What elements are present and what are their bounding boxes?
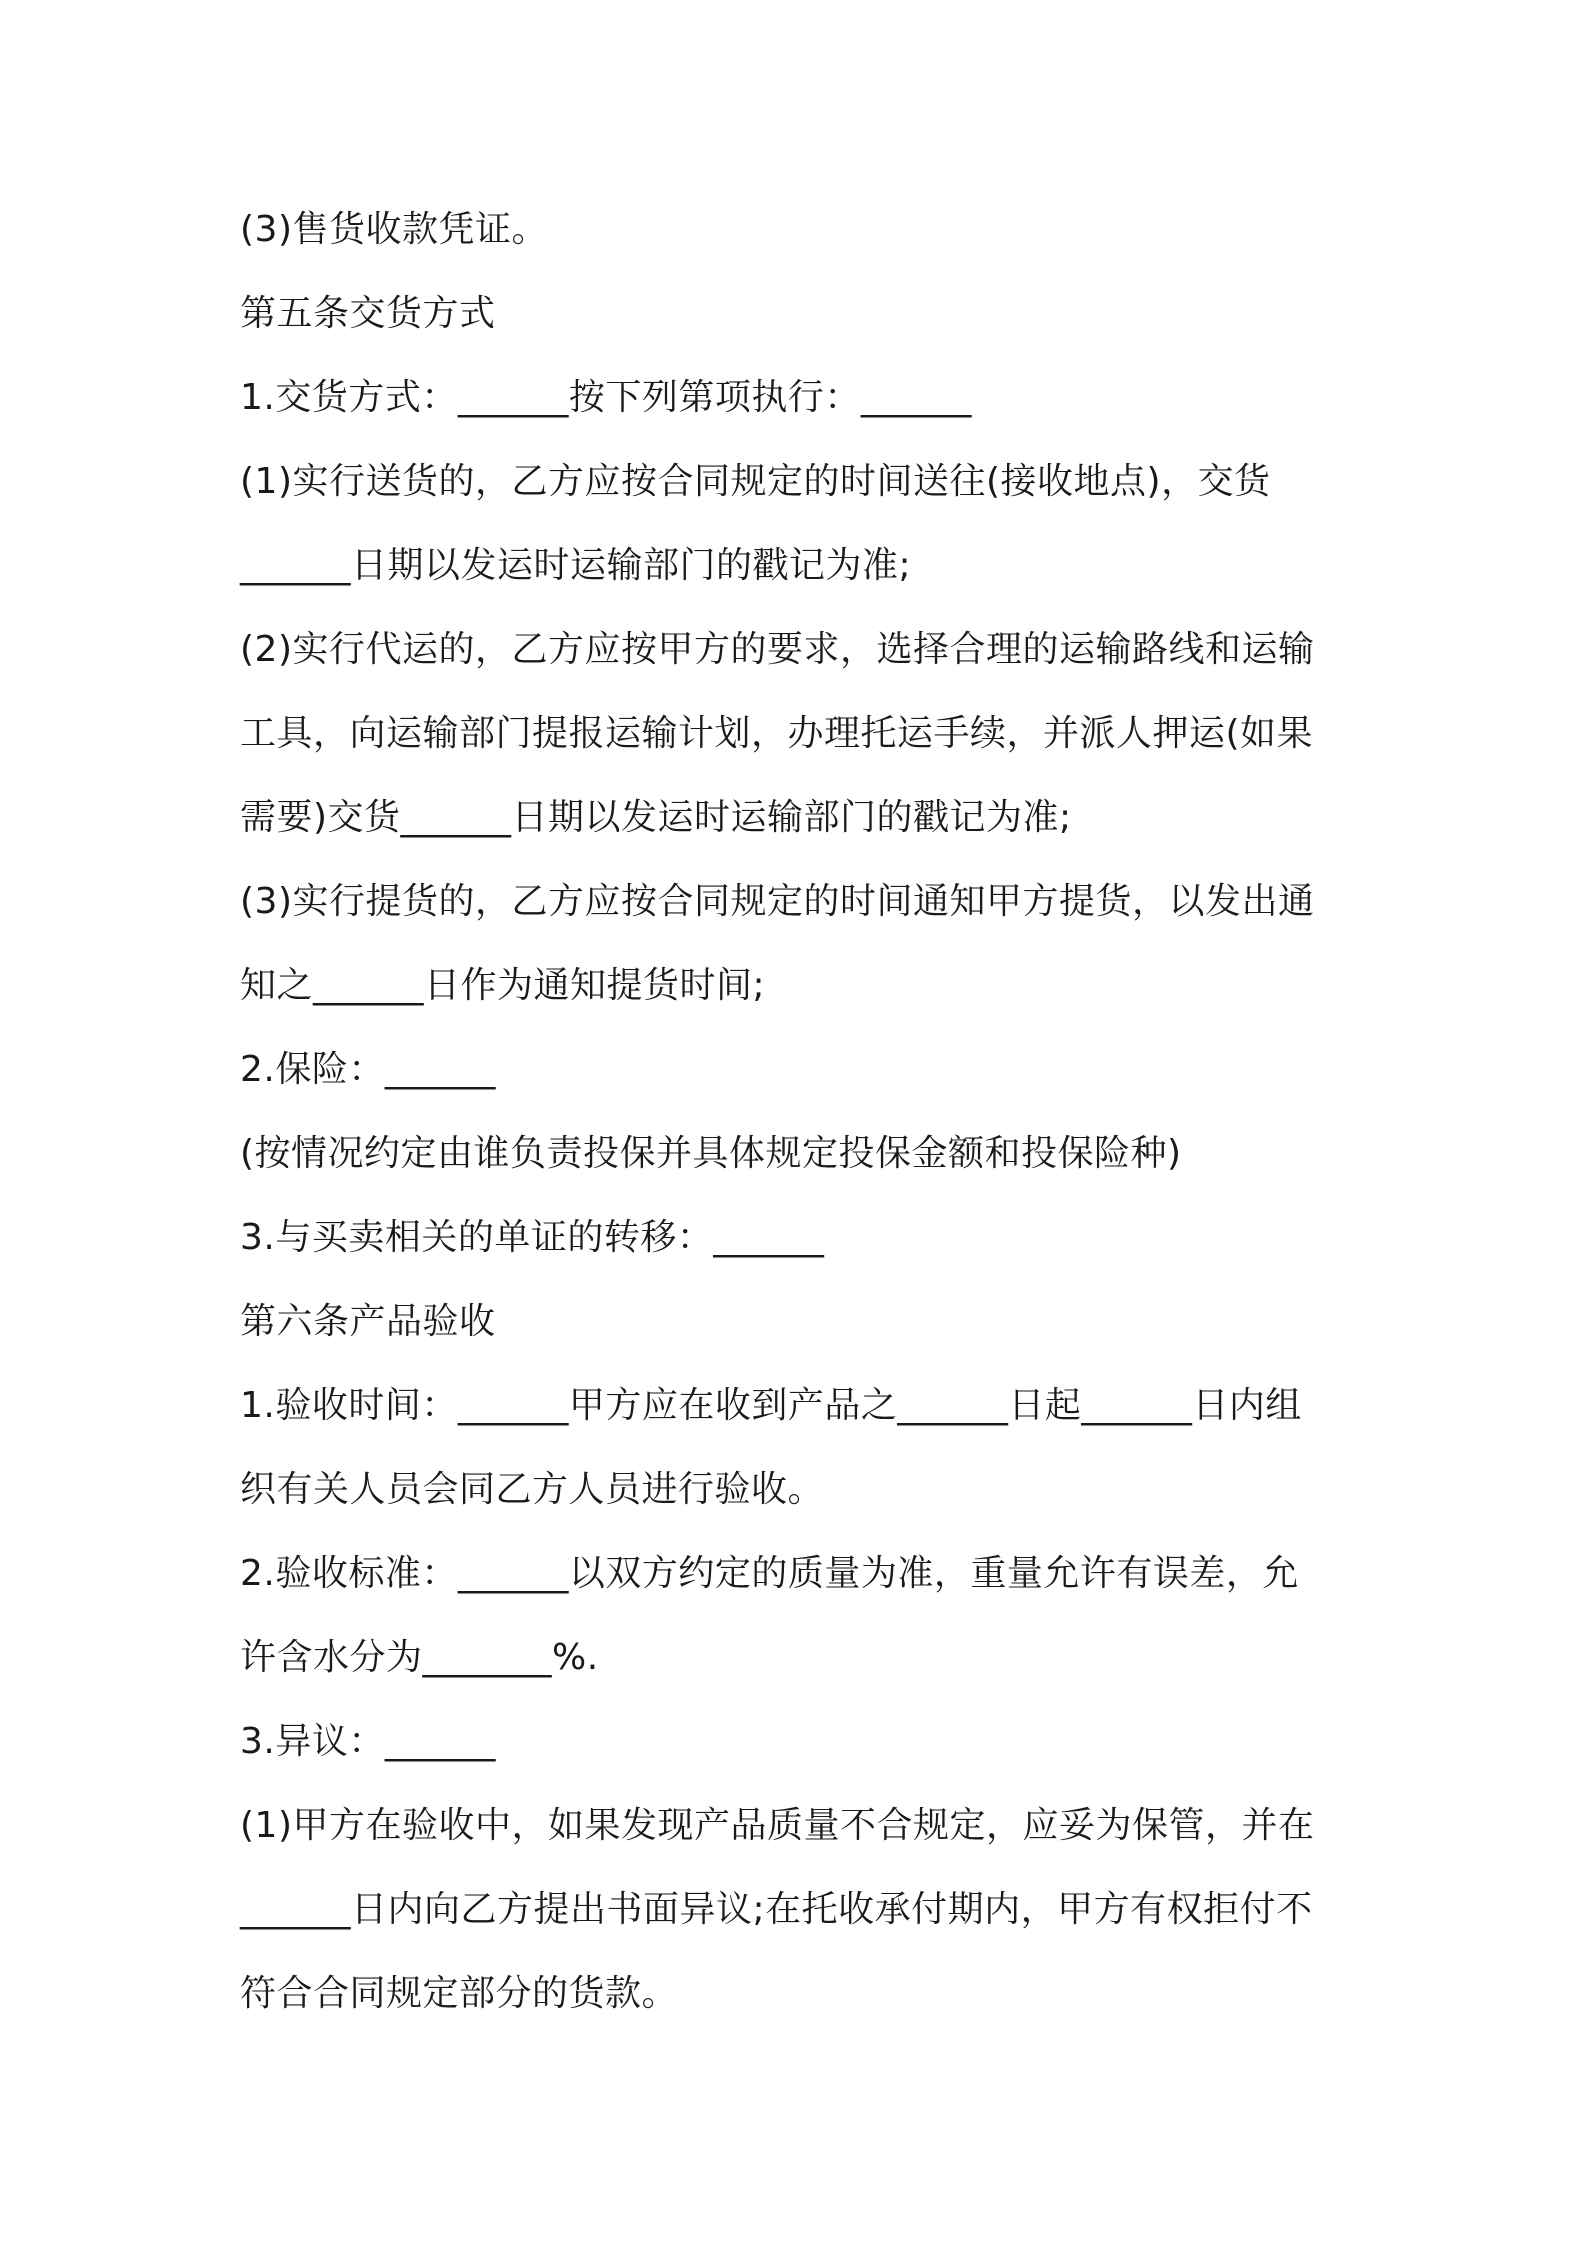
objection-line: 3.异议：______ [240, 1721, 496, 1762]
inspection-time-line-a: 1.验收时间：______甲方应在收到产品之______日起______日内组 [240, 1385, 1302, 1426]
objection-item-1-line-b: ______日内向乙方提出书面异议;在托收承付期内，甲方有权拒付不 [240, 1889, 1313, 1930]
delivery-option-1-line-b: ______日期以发运时运输部门的戳记为准; [240, 545, 912, 586]
clause-line-receipt-voucher: (3)售货收款凭证。 [240, 209, 548, 250]
delivery-option-2-line-c: 需要)交货______日期以发运时运输部门的戳记为准; [240, 797, 1072, 838]
delivery-option-2-line-b: 工具，向运输部门提报运输计划，办理托运手续，并派人押运(如果 [240, 713, 1314, 754]
document-transfer-line: 3.与买卖相关的单证的转移：______ [240, 1217, 825, 1258]
contract-text-body [240, 198, 1360, 2046]
delivery-option-3-line-b: 知之______日作为通知提货时间; [240, 965, 766, 1006]
objection-item-1-line-a: (1)甲方在验收中，如果发现产品质量不合规定，应妥为保管，并在 [240, 1805, 1315, 1846]
delivery-method-line: 1.交货方式：______按下列第项执行：______ [240, 377, 972, 418]
inspection-standard-line-a: 2.验收标准：______以双方约定的质量为准，重量允许有误差，允 [240, 1553, 1299, 1594]
inspection-standard-line-b: 许含水分为_______%. [240, 1637, 599, 1678]
article-6-heading: 第六条产品验收 [240, 1301, 496, 1342]
inspection-time-line-b: 织有关人员会同乙方人员进行验收。 [240, 1469, 825, 1510]
delivery-option-2-line-a: (2)实行代运的，乙方应按甲方的要求，选择合理的运输路线和运输 [240, 629, 1315, 670]
delivery-option-1-line-a: (1)实行送货的，乙方应按合同规定的时间送往(接收地点)，交货 [240, 461, 1271, 502]
article-5-heading: 第五条交货方式 [240, 293, 496, 334]
insurance-note-line: (按情况约定由谁负责投保并具体规定投保金额和投保险种) [240, 1133, 1182, 1174]
delivery-option-3-line-a: (3)实行提货的，乙方应按合同规定的时间通知甲方提货，以发出通 [240, 881, 1315, 922]
insurance-line: 2.保险：______ [240, 1049, 496, 1090]
objection-item-1-line-c: 符合合同规定部分的货款。 [240, 1973, 679, 2014]
